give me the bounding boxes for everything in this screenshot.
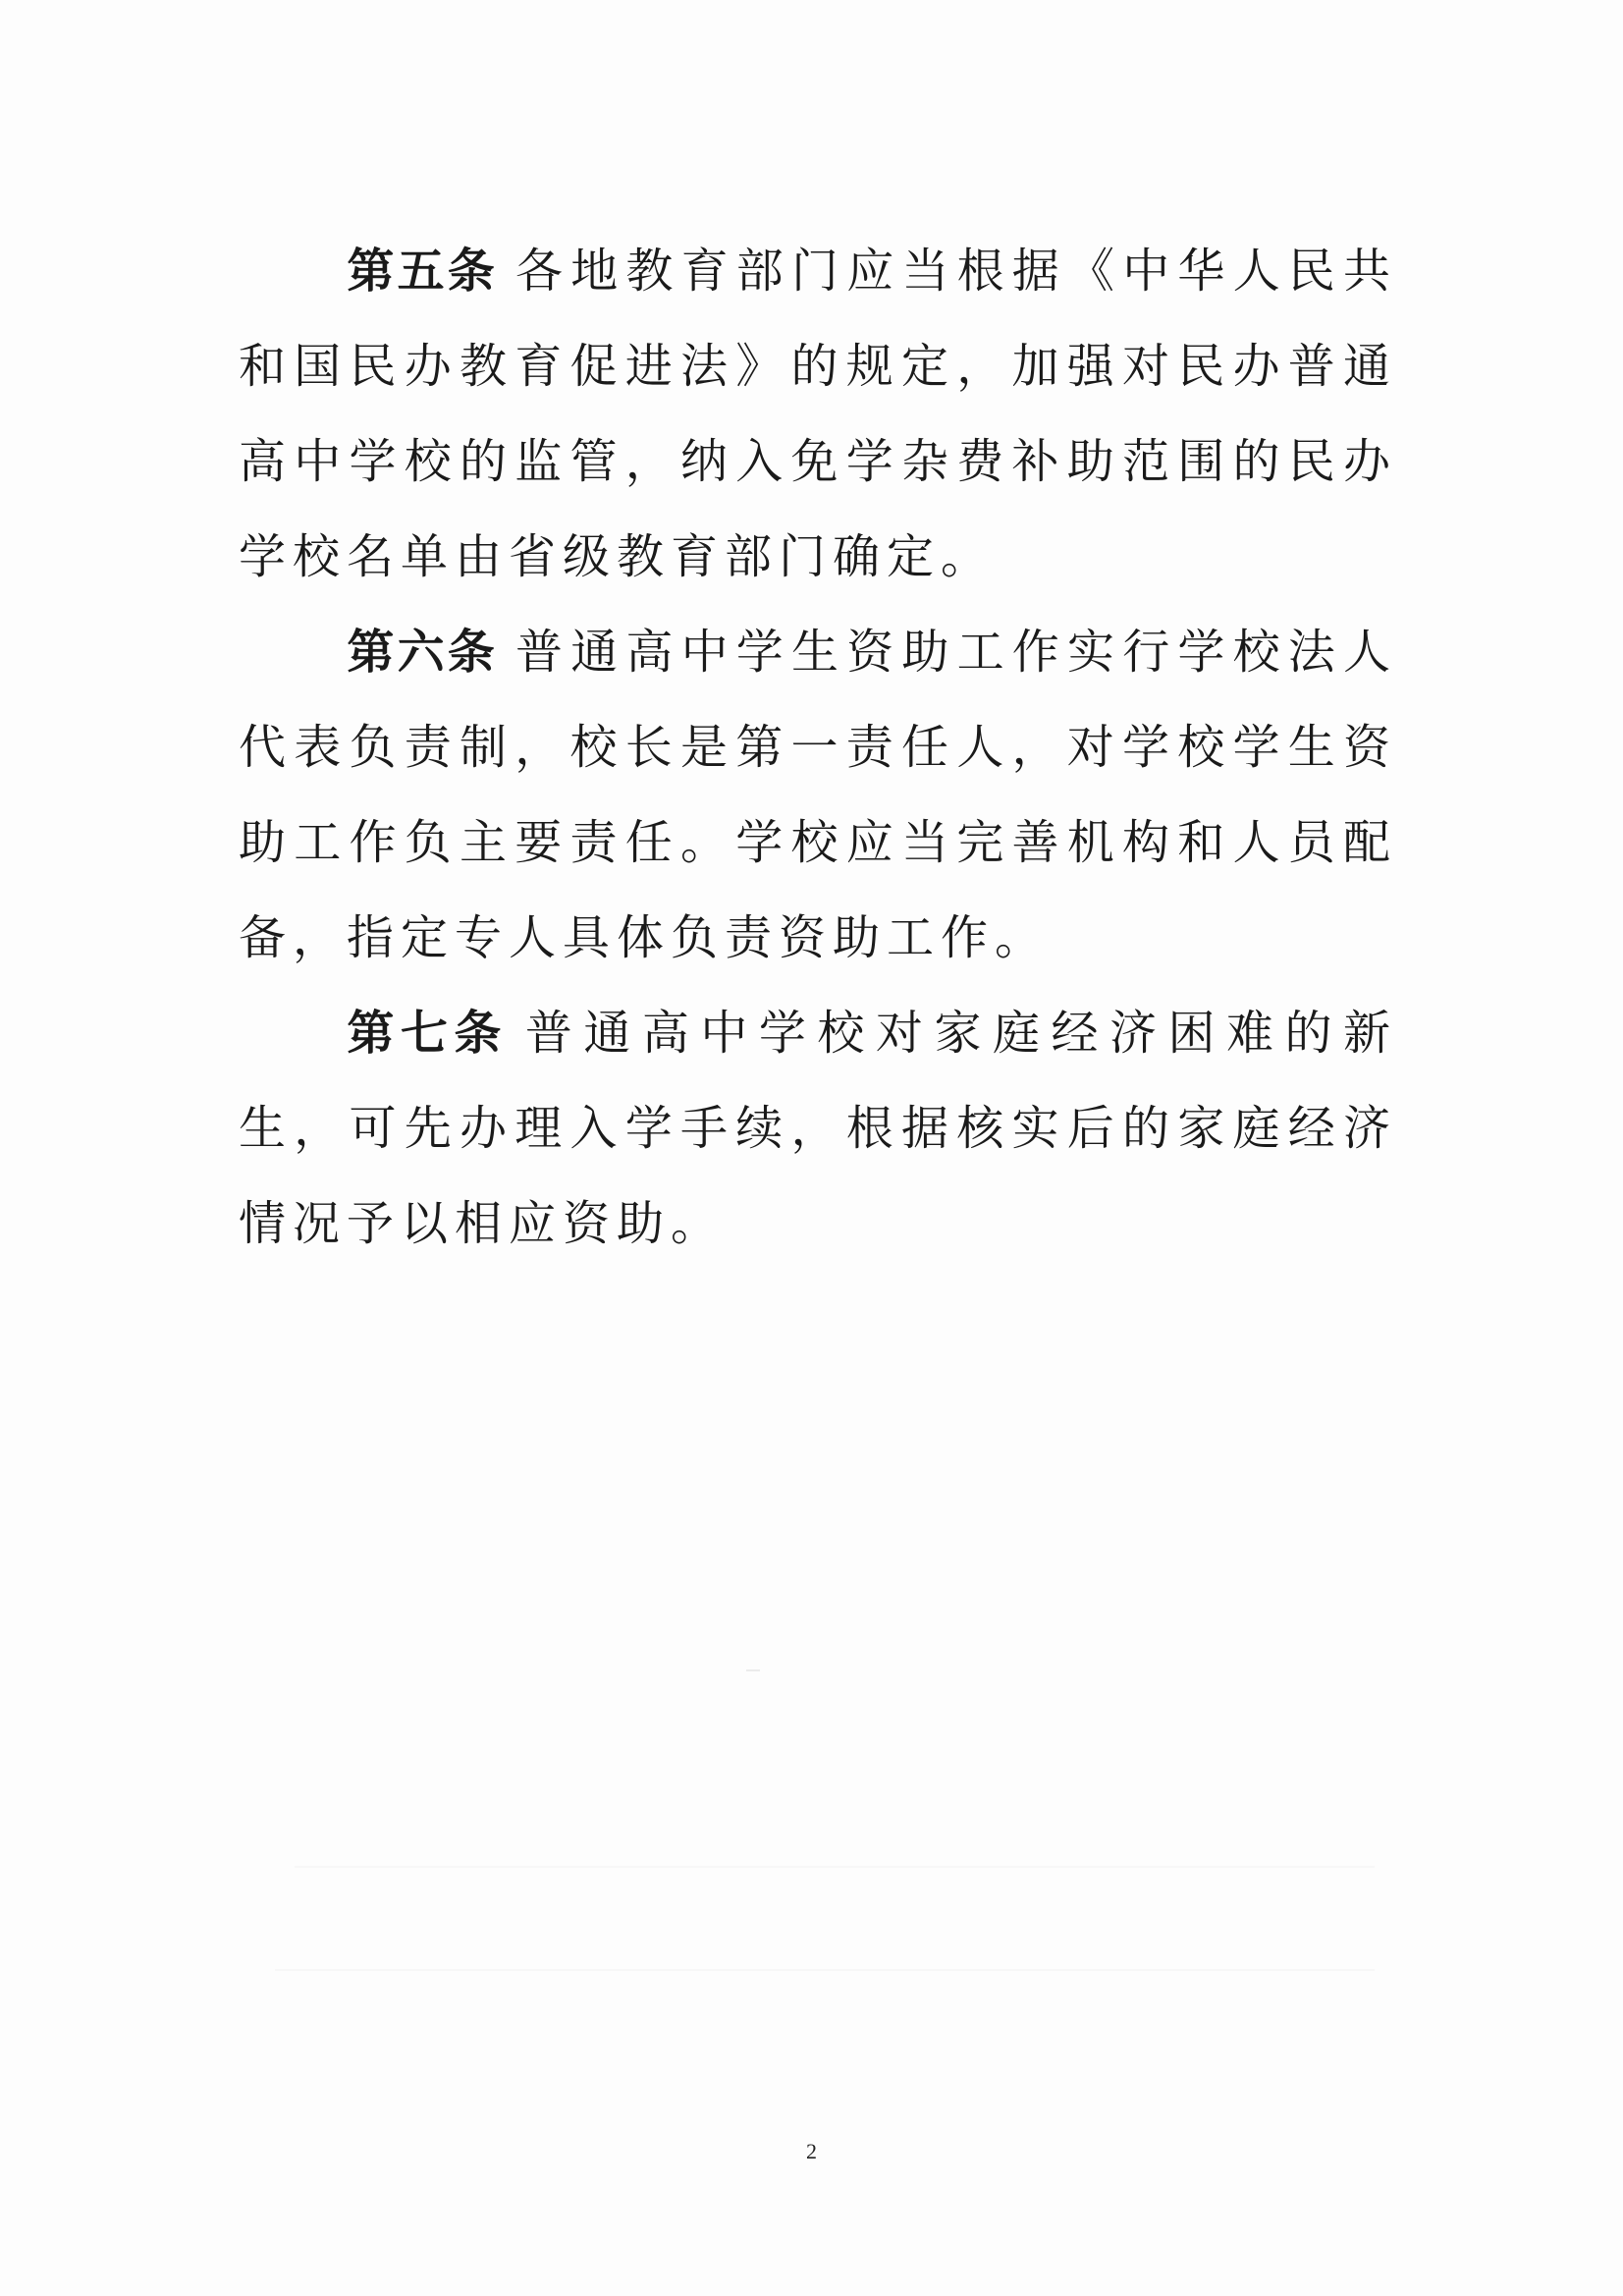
page-number: 2: [806, 2139, 817, 2163]
article-6-text: 普通高中学生资助工作实行学校法人代表负责制，校长是第一责任人，对学校学生资助工作负主要责任。学校应当完善机构和人员配备，指定专人具体负责资助工作。: [239, 625, 1397, 965]
article-7: [239, 986, 1397, 1272]
article-6-title: 第六条: [347, 625, 498, 680]
article-5: [239, 224, 1397, 605]
article-7-text: 普通高中学校对家庭经济困难的新生，可先办理入学手续，根据核实后的家庭经济情况予以相应资助。: [239, 1006, 1397, 1251]
article-7-title: 第七条: [347, 1006, 508, 1061]
scan-artifact: [275, 1969, 1375, 1971]
scan-artifact: [746, 1669, 760, 1671]
document-body: [239, 224, 1397, 1272]
scan-artifact: [295, 1866, 1375, 1868]
article-5-text: 各地教育部门应当根据《中华人民共和国民办教育促进法》的规定，加强对民办普通高中学校的监管，纳入免学杂费补助范围的民办学校名单由省级教育部门确定。: [239, 244, 1397, 584]
article-5-title: 第五条: [347, 244, 498, 299]
article-6: [239, 605, 1397, 986]
